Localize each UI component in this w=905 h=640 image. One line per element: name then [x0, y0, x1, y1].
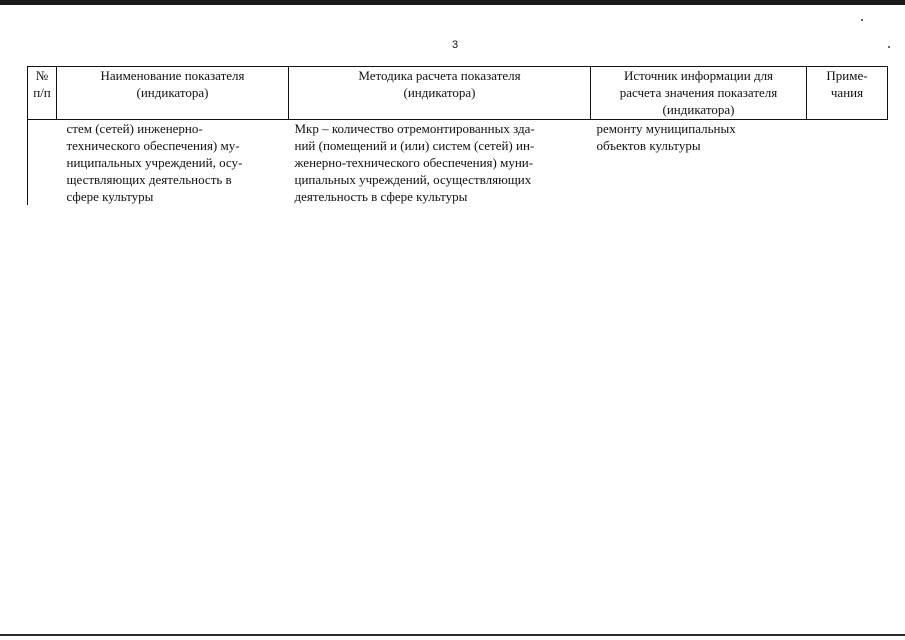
header-line: (индикатора): [136, 85, 209, 100]
header-line: №: [35, 68, 49, 83]
cell-row-number: [28, 120, 57, 206]
page-number: 3: [451, 39, 459, 51]
header-line: Наименование показателя: [100, 68, 245, 83]
cell-text-line: ний (помещений и (или) систем (сетей) ин-: [294, 138, 535, 153]
cell-text-line: женерно-технического обеспечения) муни-: [294, 155, 534, 170]
table-row: [28, 120, 888, 206]
header-line: (индикатора): [403, 85, 476, 100]
table-header-row: [28, 67, 888, 120]
header-notes: [807, 67, 888, 120]
cell-notes: [807, 120, 888, 206]
header-line: (индикатора): [662, 102, 735, 117]
cell-text-line: ципальных учреждений, осуществляющих: [294, 172, 532, 187]
cell-indicator-name: [57, 120, 289, 206]
header-information-source: [591, 67, 807, 120]
cell-text-line: Мкр – количество отремонтированных зда-: [294, 121, 535, 136]
cell-text-line: объектов культуры: [596, 138, 701, 153]
header-line: п/п: [33, 85, 51, 100]
cell-text-line: деятельность в сфере культуры: [294, 189, 468, 204]
indicator-table-container: [27, 66, 887, 205]
scan-speck: [861, 19, 863, 21]
cell-information-source: [591, 120, 807, 206]
cell-text-line: стем (сетей) инженерно-: [66, 121, 203, 136]
header-number: [28, 67, 57, 120]
header-calculation-method: [289, 67, 591, 120]
header-line: расчета значения показателя: [619, 85, 778, 100]
cell-text-line: ниципальных учреждений, осу-: [66, 155, 243, 170]
scan-top-edge: [0, 0, 905, 5]
header-line: Методика расчета показателя: [358, 68, 521, 83]
cell-text-line: сфере культуры: [66, 189, 154, 204]
cell-text-line: ремонту муниципальных: [596, 121, 736, 136]
header-line: Источник информации для: [623, 68, 774, 83]
header-line: чания: [830, 85, 864, 100]
cell-text-line: ществляющих деятельность в: [66, 172, 232, 187]
cell-calculation-method: [289, 120, 591, 206]
scan-speck: [888, 46, 890, 48]
header-indicator-name: [57, 67, 289, 120]
scan-bottom-edge: [0, 634, 905, 636]
cell-text-line: технического обеспечения) му-: [66, 138, 240, 153]
header-line: Приме-: [826, 68, 868, 83]
indicator-table: [27, 66, 888, 205]
